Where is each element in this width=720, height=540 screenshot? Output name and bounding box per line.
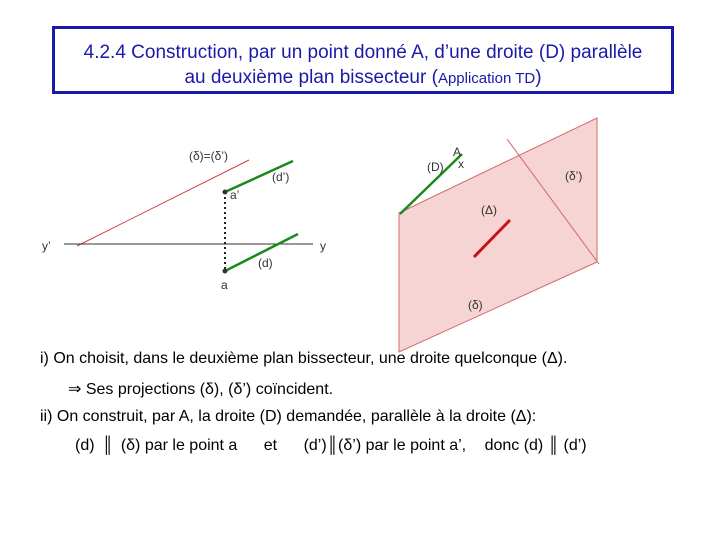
text-line-implies: ⇒ Ses projections (δ), (δ’) coïncident. xyxy=(68,381,334,398)
label-y-prime: y’ xyxy=(42,239,51,253)
label-delta-prime-plane: (δ’) xyxy=(565,169,583,183)
point-a xyxy=(223,269,228,274)
title-line-1: 4.2.4 Construction, par un point donné A, d’une droite (D) parallèle xyxy=(83,42,643,63)
last-delta: (δ) par le point a xyxy=(120,437,238,454)
label-a: a xyxy=(221,278,228,292)
label-y: y xyxy=(320,239,326,253)
label-a-prime: a’ xyxy=(230,188,240,202)
label-delta-plane: (δ) xyxy=(468,298,483,312)
label-A: A xyxy=(453,145,462,159)
text-line-ii: ii) On construit, par A, la droite (D) demandée, parallèle à la droite (Δ): xyxy=(40,408,537,425)
label-d-prime: (d’) xyxy=(272,170,290,184)
last-d: (d) xyxy=(75,437,95,454)
text-line-i: i) On choisit, dans le deuxième plan bissecteur, une droite quelconque (Δ). xyxy=(40,350,568,367)
label-Delta: (Δ) xyxy=(481,203,498,217)
label-D: (D) xyxy=(427,160,444,174)
last-delta-prime: (δ’) par le point a’, xyxy=(338,437,467,454)
label-d: (d) xyxy=(258,256,273,270)
text-line-last xyxy=(75,437,587,455)
title-line-2-main: au deuxième plan bissecteur ( xyxy=(184,67,438,88)
last-d-prime: (d’) xyxy=(303,437,327,454)
parallel-symbol-2: ║ xyxy=(326,437,339,454)
parallel-symbol-1: ║ xyxy=(102,437,114,454)
point-a-prime xyxy=(223,190,228,195)
title-line-2-small: Application TD xyxy=(437,70,536,87)
label-x-mark: x xyxy=(458,157,464,171)
bisector-plane xyxy=(399,118,597,352)
delta-projection-line xyxy=(77,160,249,246)
label-delta-eq: (δ)=(δ’) xyxy=(189,149,229,163)
last-et: et xyxy=(263,437,278,454)
title-line-2-end: ) xyxy=(535,67,542,88)
last-conclusion: donc (d) ║ (d’) xyxy=(484,437,587,454)
